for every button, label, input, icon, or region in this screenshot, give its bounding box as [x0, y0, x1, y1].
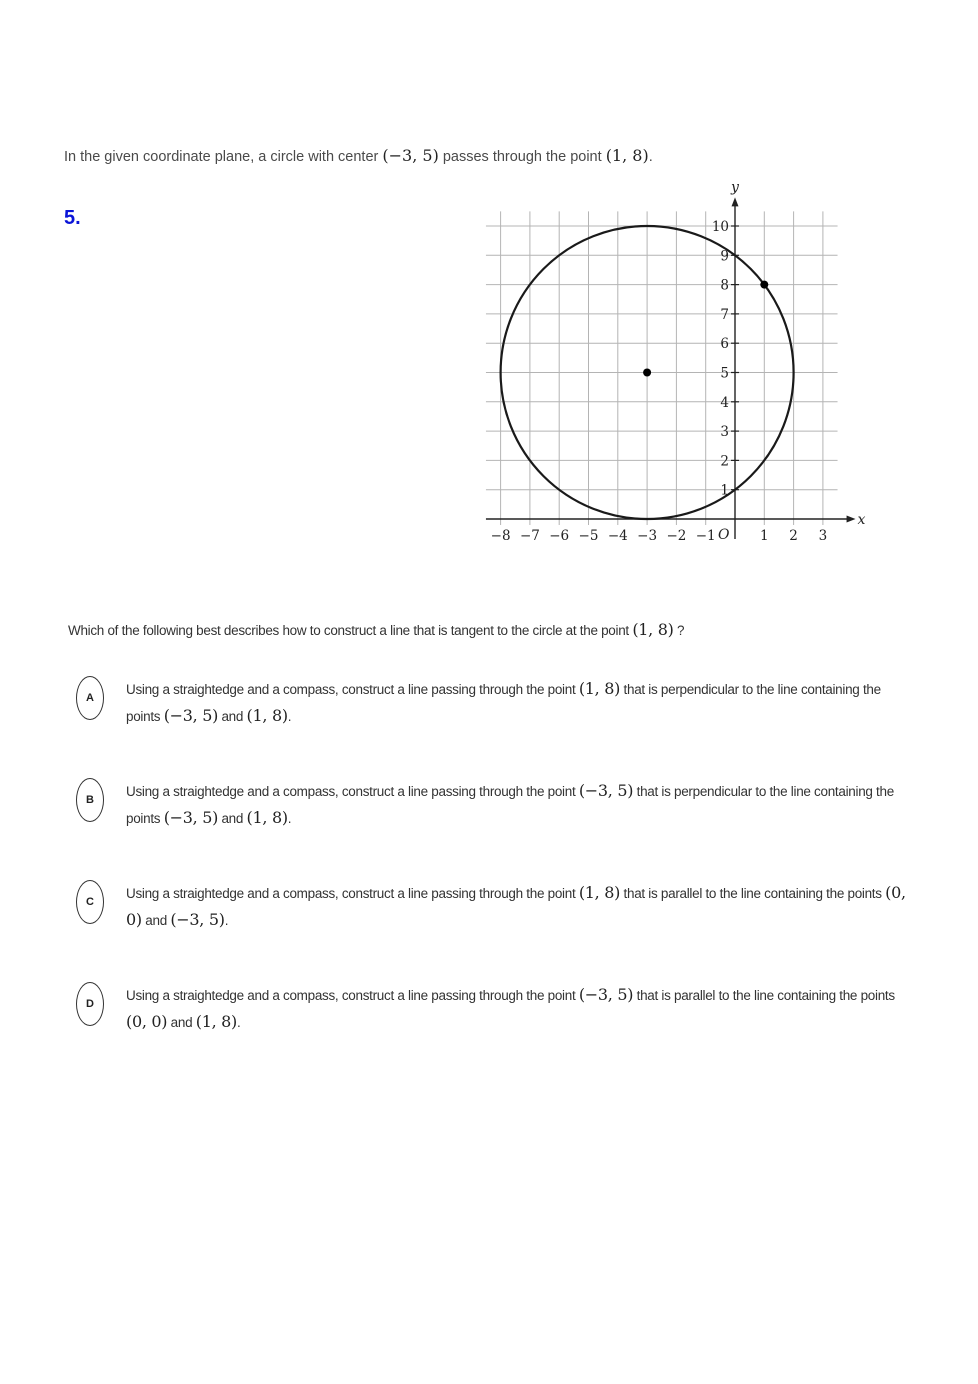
stem-point: (1, 8) [632, 620, 674, 639]
x-tick-label: −5 [578, 528, 599, 544]
choice-d-text[interactable] [126, 982, 916, 1036]
choice-text-part: Using a straightedge and a compass, construct a line passing through the point [126, 784, 576, 799]
choice-d-bubble[interactable]: D [76, 982, 104, 1026]
choice-text-part: that is parallel to the line containing the points [623, 886, 882, 901]
stem-suffix: ? [677, 623, 685, 638]
x-axis-label: x [857, 512, 866, 528]
choice-math: (0, 0) [126, 1012, 168, 1031]
x-tick-label: 3 [818, 528, 828, 544]
x-tick-label: −7 [519, 528, 540, 544]
y-tick-label: 5 [720, 365, 729, 382]
choice-math: (1, 8) [246, 706, 288, 725]
coordinate-plane-graph [470, 183, 870, 553]
y-tick-label: 10 [711, 219, 729, 235]
choice-math: (−3, 5) [163, 706, 219, 725]
choice-a-text[interactable] [126, 676, 916, 730]
problem-intro [64, 146, 944, 165]
choice-math: (−3, 5) [578, 985, 634, 1004]
y-tick-label: 2 [720, 453, 729, 470]
data-point-center [643, 369, 651, 377]
choice-text-part: that is perpendicular to the line containing the points [126, 682, 881, 724]
choice-b-text[interactable] [126, 778, 916, 832]
choice-text-part: and [145, 913, 167, 928]
intro-text-end: . [648, 149, 653, 165]
choice-text-part: that is perpendicular to the line containing the points [126, 784, 894, 826]
question-number: 5. [64, 207, 81, 229]
choice-math: (1, 8) [195, 1012, 237, 1031]
x-tick-label: 2 [789, 528, 798, 544]
choice-text-part: and [221, 709, 244, 724]
origin-label: O [718, 527, 730, 543]
choice-text-part: . [236, 1015, 241, 1030]
choice-math: (1, 8) [578, 883, 621, 902]
x-tick-label: 1 [760, 528, 769, 544]
stem-text: Which of the following best describes how to construct a line that is tangent to the circle at the point [68, 623, 629, 638]
choice-text-part: Using a straightedge and a compass, construct a line passing through the point [126, 988, 576, 1003]
grid-lines [486, 211, 838, 525]
question-stem [68, 620, 948, 639]
choice-text-part: and [170, 1015, 193, 1030]
y-tick-label: 6 [720, 336, 729, 353]
choice-b-bubble[interactable]: B [76, 778, 104, 822]
choice-c-bubble[interactable]: C [76, 880, 104, 924]
choice-text-part: . [287, 709, 292, 724]
choice-text-part: Using a straightedge and a compass, construct a line passing through the point [126, 886, 576, 901]
choice-math: (−3, 5) [170, 910, 225, 929]
data-point-point-on-circle [760, 281, 768, 289]
y-tick-label: 3 [720, 424, 729, 441]
x-tick-label: −3 [637, 528, 658, 544]
axes [486, 197, 856, 539]
y-tick-label: 1 [720, 482, 729, 499]
choice-math: (−3, 5) [163, 808, 219, 827]
intro-text-middle: passes through the point [442, 149, 602, 165]
choice-text-part: . [287, 811, 292, 826]
y-tick-label: 9 [720, 248, 729, 265]
x-tick-label: −6 [549, 528, 570, 544]
y-axis-label: y [731, 183, 739, 196]
y-tick-label: 7 [720, 306, 729, 323]
intro-text: In the given coordinate plane, a circle with center [64, 149, 379, 165]
choice-text-part: . [224, 913, 229, 928]
y-tick-label: 4 [720, 394, 729, 411]
x-tick-label: −4 [607, 528, 628, 544]
x-tick-label: −1 [695, 528, 716, 544]
choice-text-part: Using a straightedge and a compass, construct a line passing through the point [126, 682, 576, 697]
x-tick-label: −2 [666, 528, 687, 544]
choice-c-text[interactable] [126, 880, 916, 934]
y-axis-arrow [732, 197, 739, 206]
y-tick-label: 8 [720, 277, 729, 294]
choice-text-part: that is parallel to the line containing the points [636, 988, 895, 1003]
choice-text-part: and [221, 811, 244, 826]
x-tick-label: −8 [490, 528, 511, 544]
x-axis-arrow [847, 516, 856, 523]
choice-math: (1, 8) [578, 679, 621, 698]
choice-a-bubble[interactable]: A [76, 676, 104, 720]
point-coordinates: (1, 8) [605, 146, 649, 165]
choice-math: (0, 0) [126, 883, 906, 929]
center-coordinates: (−3, 5) [382, 146, 439, 165]
choice-math: (1, 8) [246, 808, 288, 827]
choice-math: (−3, 5) [578, 781, 634, 800]
